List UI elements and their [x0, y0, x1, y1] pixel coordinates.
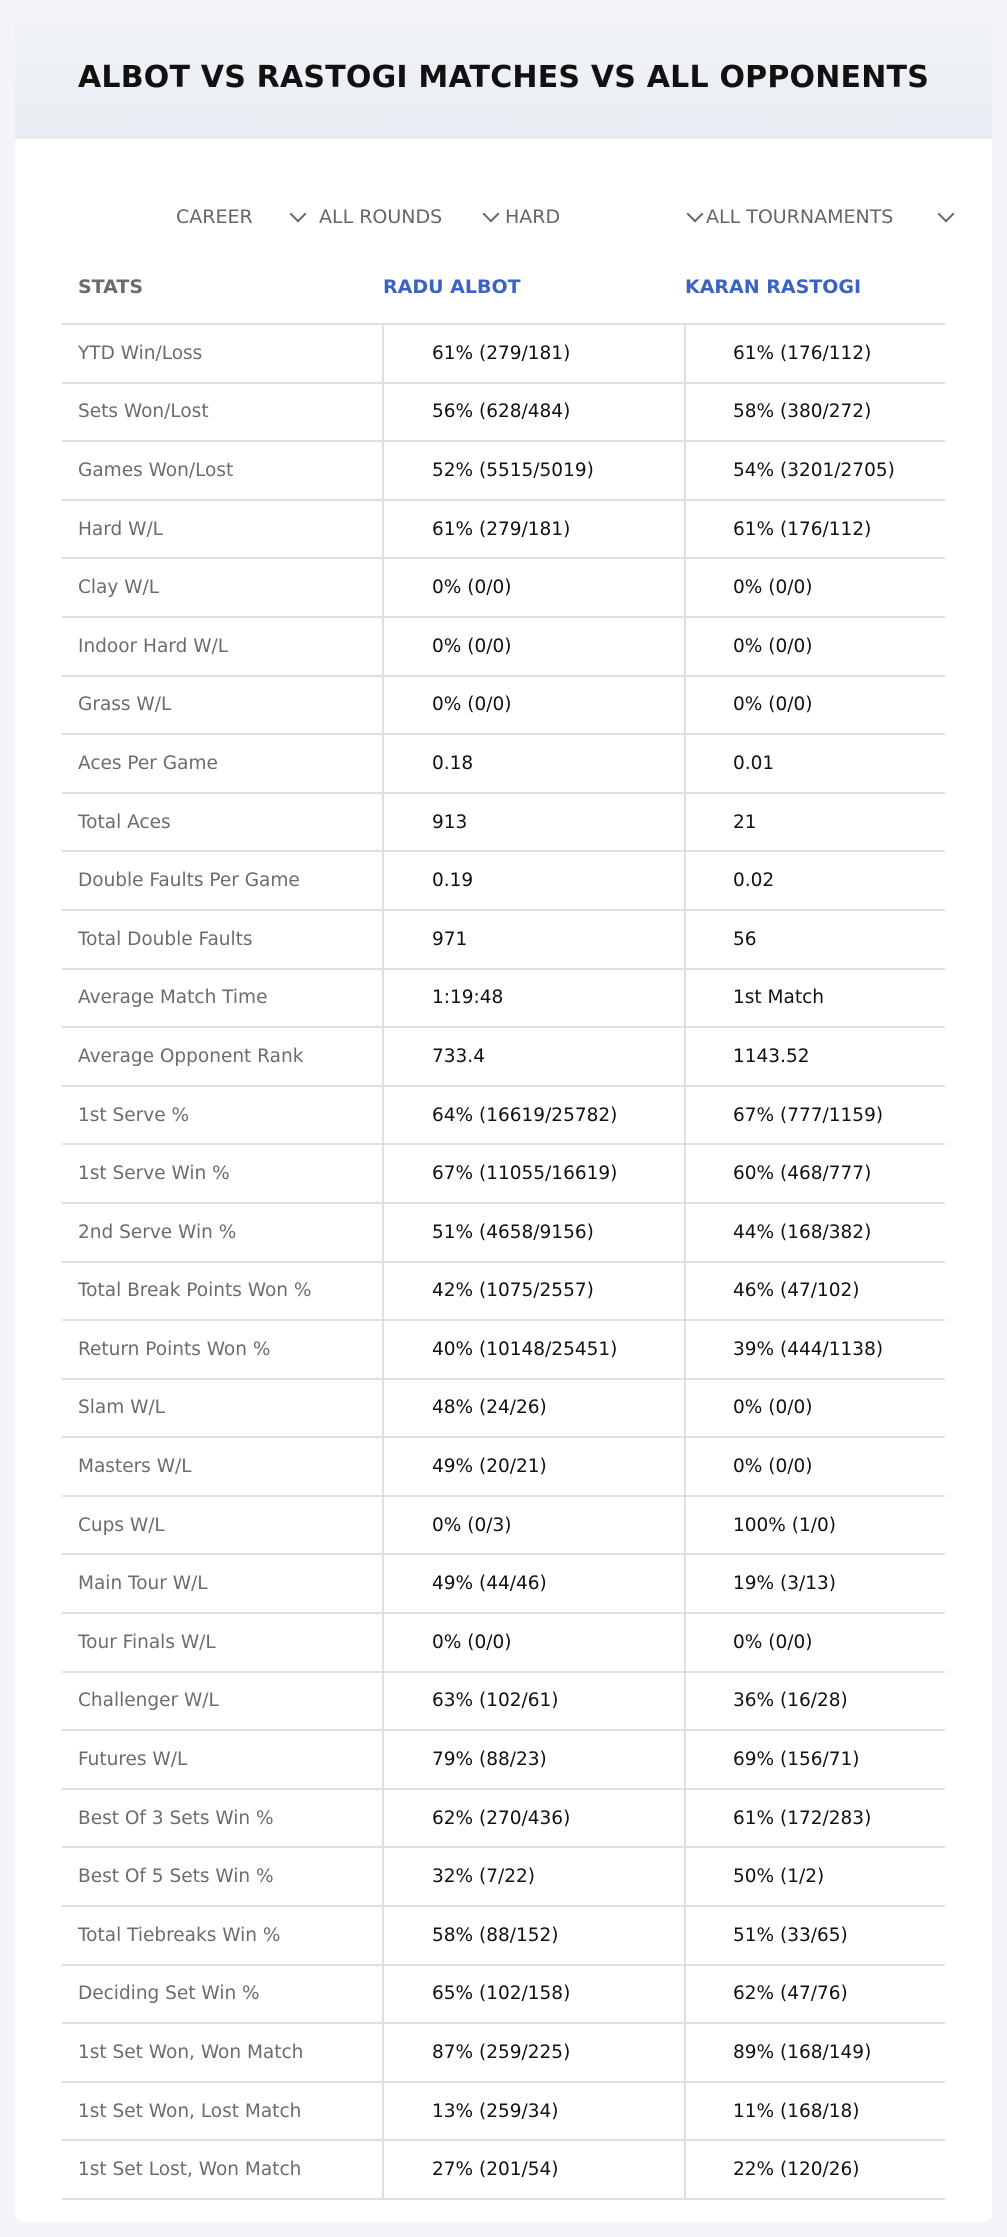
table-row: [62, 442, 945, 501]
player1-value: 40% (10148/25451): [382, 1321, 684, 1378]
player2-value: 39% (444/1138): [684, 1321, 945, 1378]
stat-label: Futures W/L: [78, 1749, 188, 1771]
player1-value: 32% (7/22): [382, 1848, 684, 1905]
player1-value: 913: [382, 794, 684, 851]
surface-dropdown[interactable]: [505, 185, 701, 249]
stat-label: Clay W/L: [78, 577, 160, 599]
stat-label: Masters W/L: [78, 1456, 192, 1478]
player1-value: 0.19: [382, 852, 684, 909]
table-row: [62, 1555, 945, 1614]
player2-value: 61% (172/283): [684, 1790, 945, 1847]
period-dropdown[interactable]: [176, 185, 304, 249]
chevron-down-icon: [290, 206, 307, 223]
player1-value: 0% (0/0): [382, 559, 684, 616]
table-row: [62, 1966, 945, 2025]
stat-label: Total Double Faults: [78, 928, 253, 950]
rounds-dropdown[interactable]: [319, 185, 497, 249]
stat-label: 1st Set Won, Lost Match: [78, 2100, 302, 2122]
tournaments-dropdown[interactable]: [706, 185, 952, 249]
player2-value: 0% (0/0): [684, 1614, 945, 1671]
filter-bar: [15, 185, 992, 249]
chevron-down-icon: [687, 206, 704, 223]
player2-value: 0% (0/0): [684, 677, 945, 734]
player1-value: 65% (102/158): [382, 1966, 684, 2023]
player2-value: 22% (120/26): [684, 2141, 945, 2198]
stat-label: Average Opponent Rank: [78, 1045, 304, 1067]
table-row: [62, 794, 945, 853]
column-header-player1-link[interactable]: RADU ALBOT: [383, 276, 521, 298]
player1-value: 61% (279/181): [382, 325, 684, 382]
table-row: [62, 1204, 945, 1263]
table-row: [62, 2024, 945, 2083]
stat-label: Best Of 3 Sets Win %: [78, 1807, 274, 1829]
player2-value: 0% (0/0): [684, 1380, 945, 1437]
player2-value: 0% (0/0): [684, 559, 945, 616]
player2-value: 11% (168/18): [684, 2083, 945, 2140]
tournaments-dropdown-value: ALL TOURNAMENTS: [706, 206, 894, 228]
player2-value: 60% (468/777): [684, 1145, 945, 1202]
stat-label: Total Break Points Won %: [78, 1280, 312, 1302]
player1-value: 0% (0/0): [382, 677, 684, 734]
table-row: [62, 1731, 945, 1790]
rounds-dropdown-value: ALL ROUNDS: [319, 206, 443, 228]
player2-value: 61% (176/112): [684, 325, 945, 382]
table-row: [62, 384, 945, 443]
player2-value: 89% (168/149): [684, 2024, 945, 2081]
player1-value: 42% (1075/2557): [382, 1263, 684, 1320]
table-row: [62, 1263, 945, 1322]
stat-label: 1st Serve %: [78, 1104, 190, 1126]
table-row: [62, 677, 945, 736]
chevron-down-icon: [938, 206, 955, 223]
player2-value: 19% (3/13): [684, 1555, 945, 1612]
table-body: [62, 325, 945, 2200]
table-row: [62, 1497, 945, 1556]
player1-value: 62% (270/436): [382, 1790, 684, 1847]
table-row: [62, 1380, 945, 1439]
stat-label: 2nd Serve Win %: [78, 1221, 237, 1243]
stat-label: Hard W/L: [78, 518, 163, 540]
player2-value: 36% (16/28): [684, 1673, 945, 1730]
table-row: [62, 2083, 945, 2142]
player1-value: 0% (0/0): [382, 1614, 684, 1671]
player1-value: 49% (44/46): [382, 1555, 684, 1612]
player1-value: 0% (0/3): [382, 1497, 684, 1554]
player2-value: 67% (777/1159): [684, 1087, 945, 1144]
table-row: [62, 1790, 945, 1849]
player1-value: 13% (259/34): [382, 2083, 684, 2140]
chevron-down-icon: [483, 206, 500, 223]
player2-value: 46% (47/102): [684, 1263, 945, 1320]
player2-value: 61% (176/112): [684, 501, 945, 558]
stats-table: [62, 251, 945, 2200]
player1-value: 51% (4658/9156): [382, 1204, 684, 1261]
table-row: [62, 559, 945, 618]
player2-value: 62% (47/76): [684, 1966, 945, 2023]
player1-value: 58% (88/152): [382, 1907, 684, 1964]
stat-label: Slam W/L: [78, 1397, 165, 1419]
stat-label: YTD Win/Loss: [78, 342, 203, 364]
player1-value: 63% (102/61): [382, 1673, 684, 1730]
stat-label: Best Of 5 Sets Win %: [78, 1866, 274, 1888]
player2-value: 0% (0/0): [684, 618, 945, 675]
player2-value: 0% (0/0): [684, 1438, 945, 1495]
table-row: [62, 618, 945, 677]
player2-value: 54% (3201/2705): [684, 442, 945, 499]
surface-dropdown-value: HARD: [505, 206, 561, 228]
table-header: [62, 251, 945, 325]
table-row: [62, 1614, 945, 1673]
player2-value: 69% (156/71): [684, 1731, 945, 1788]
player1-value: 64% (16619/25782): [382, 1087, 684, 1144]
table-row: [62, 1438, 945, 1497]
period-dropdown-value: CAREER: [176, 206, 253, 228]
player2-value: 1143.52: [684, 1028, 945, 1085]
player2-value: 1st Match: [684, 970, 945, 1027]
player1-value: 27% (201/54): [382, 2141, 684, 2198]
stat-label: Games Won/Lost: [78, 459, 234, 481]
stat-label: Deciding Set Win %: [78, 1983, 260, 2005]
stat-label: Sets Won/Lost: [78, 401, 209, 423]
stat-label: Return Points Won %: [78, 1338, 271, 1360]
table-row: [62, 911, 945, 970]
column-header-player2-link[interactable]: KARAN RASTOGI: [685, 276, 862, 298]
table-row: [62, 1907, 945, 1966]
player2-value: 50% (1/2): [684, 1848, 945, 1905]
stat-label: Total Aces: [78, 811, 171, 833]
page-title: ALBOT VS RASTOGI MATCHES VS ALL OPPONENTS: [78, 59, 929, 95]
table-row: [62, 2141, 945, 2200]
player1-value: 67% (11055/16619): [382, 1145, 684, 1202]
stat-label: Double Faults Per Game: [78, 870, 300, 892]
player1-value: 971: [382, 911, 684, 968]
player2-value: 51% (33/65): [684, 1907, 945, 1964]
player2-value: 56: [684, 911, 945, 968]
table-row: [62, 1028, 945, 1087]
table-row: [62, 1087, 945, 1146]
column-header-stats: STATS: [78, 276, 144, 298]
table-row: [62, 852, 945, 911]
table-row: [62, 501, 945, 560]
player1-value: 79% (88/23): [382, 1731, 684, 1788]
table-row: [62, 970, 945, 1029]
player1-value: 48% (24/26): [382, 1380, 684, 1437]
player1-value: 87% (259/225): [382, 2024, 684, 2081]
table-row: [62, 325, 945, 384]
stat-label: 1st Set Won, Won Match: [78, 2042, 304, 2064]
stat-label: Aces Per Game: [78, 752, 218, 774]
table-row: [62, 1848, 945, 1907]
player2-value: 58% (380/272): [684, 384, 945, 441]
player2-value: 0.01: [684, 735, 945, 792]
stat-label: Grass W/L: [78, 694, 172, 716]
table-row: [62, 735, 945, 794]
player1-value: 0.18: [382, 735, 684, 792]
player1-value: 0% (0/0): [382, 618, 684, 675]
player2-value: 44% (168/382): [684, 1204, 945, 1261]
stat-label: Tour Finals W/L: [78, 1631, 216, 1653]
player1-value: 733.4: [382, 1028, 684, 1085]
table-row: [62, 1321, 945, 1380]
player1-value: 52% (5515/5019): [382, 442, 684, 499]
player2-value: 0.02: [684, 852, 945, 909]
stat-label: Cups W/L: [78, 1514, 165, 1536]
stat-label: Challenger W/L: [78, 1690, 219, 1712]
table-row: [62, 1673, 945, 1732]
stat-label: Main Tour W/L: [78, 1573, 208, 1595]
player1-value: 61% (279/181): [382, 501, 684, 558]
stats-card: [15, 15, 992, 2222]
stat-label: Average Match Time: [78, 987, 268, 1009]
player2-value: 21: [684, 794, 945, 851]
stat-label: 1st Serve Win %: [78, 1163, 230, 1185]
player2-value: 100% (1/0): [684, 1497, 945, 1554]
player1-value: 1:19:48: [382, 970, 684, 1027]
table-row: [62, 1145, 945, 1204]
card-header: [15, 15, 992, 139]
stat-label: 1st Set Lost, Won Match: [78, 2159, 302, 2181]
stat-label: Indoor Hard W/L: [78, 635, 229, 657]
player1-value: 56% (628/484): [382, 384, 684, 441]
stat-label: Total Tiebreaks Win %: [78, 1924, 281, 1946]
player1-value: 49% (20/21): [382, 1438, 684, 1495]
